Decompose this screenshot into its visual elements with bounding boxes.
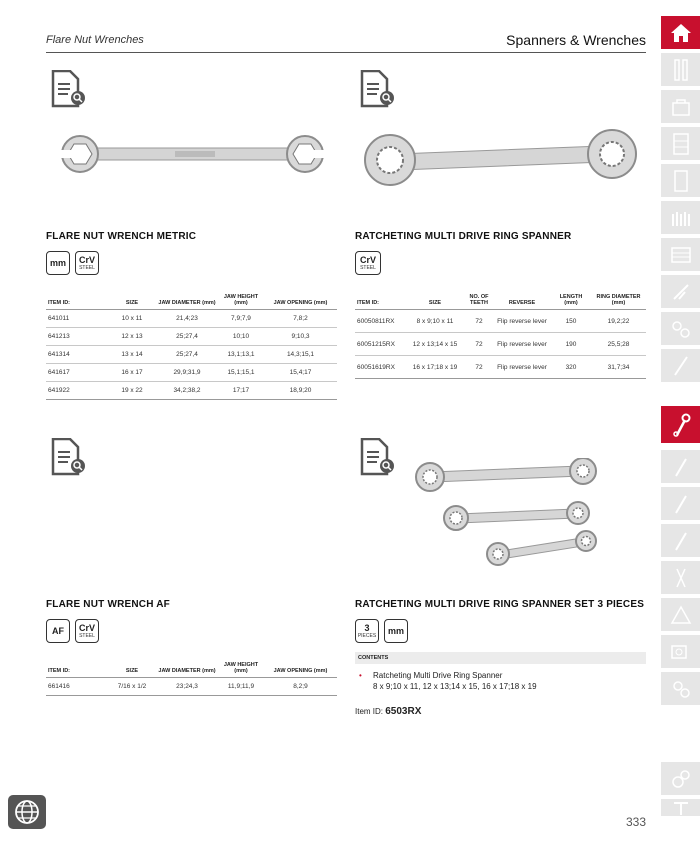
table-cell: Flip reverse lever (493, 333, 551, 356)
page-number: 333 (625, 815, 646, 829)
table-cell: 15,4;17 (264, 364, 337, 382)
category-sidebar (661, 16, 700, 816)
table-cell: 10 x 11 (108, 310, 156, 328)
chisel-icon (671, 530, 691, 552)
table-cell: 29,9;31,9 (156, 364, 218, 382)
table-cell: Flip reverse lever (493, 356, 551, 379)
column-header: ITEM ID: (46, 660, 108, 678)
item-id-cell: 641314 (46, 346, 108, 364)
material-badge (75, 619, 99, 643)
section-title: Spanners & Wrenches (506, 32, 646, 48)
table-cell: 72 (465, 356, 493, 379)
home-tab[interactable] (661, 16, 700, 49)
column-header: JAW DIAMETER (mm) (156, 660, 218, 678)
table-cell: 13,1;13,1 (218, 346, 264, 364)
header-divider (46, 52, 646, 53)
column-header: ITEM ID: (355, 292, 405, 310)
tab-files[interactable] (661, 487, 700, 520)
tool-set-icon (670, 208, 692, 228)
document-search-icon[interactable] (359, 70, 397, 108)
table-cell: 25;27,4 (156, 346, 218, 364)
material-badge-label: CrV (359, 254, 376, 265)
table-cell: 25;27,4 (156, 328, 218, 346)
ratchet-ring-spec-table (355, 292, 646, 379)
document-search-icon[interactable] (359, 438, 397, 476)
ratcheting-ring-spanner-image (362, 128, 640, 188)
table-cell: 19 x 22 (108, 382, 156, 400)
tab-chisels[interactable] (661, 524, 700, 557)
unit-badge-label: AF (52, 625, 64, 636)
table-row (46, 678, 337, 696)
table-cell: 7,9;7,9 (218, 310, 264, 328)
item-id-cell: 60051619RX (355, 356, 405, 379)
home-icon (670, 23, 692, 43)
bullet-icon: • (359, 671, 362, 680)
table-cell: 72 (465, 310, 493, 333)
tab-torque[interactable] (661, 762, 700, 795)
tab-pliers[interactable] (661, 275, 700, 308)
tab-power-tools[interactable] (661, 672, 700, 705)
table-cell: 13 x 14 (108, 346, 156, 364)
column-header: JAW OPENING (mm) (264, 292, 337, 310)
tab-spanners-wrenches[interactable] (661, 406, 700, 443)
item-id-cell: 60050811RX (355, 310, 405, 333)
material-badge (75, 251, 99, 275)
tray-icon (670, 245, 692, 265)
contents-item-name: Ratcheting Multi Drive Ring Spanner (373, 671, 503, 680)
table-cell: 34,2;38,2 (156, 382, 218, 400)
category-title: Flare Nut Wrenches (46, 34, 144, 46)
tab-boxes[interactable] (661, 90, 700, 123)
tab-sets[interactable] (661, 201, 700, 234)
table-row (46, 310, 337, 328)
item-id-cell: 641213 (46, 328, 108, 346)
flare-nut-wrench-metric-image (55, 130, 330, 180)
ratcheting-spanner-set-image (410, 458, 605, 573)
contents-header: CONTENTS (355, 652, 646, 664)
flare-metric-spec-table (46, 292, 337, 400)
set-contents (355, 652, 646, 692)
table-header-row (46, 292, 337, 310)
column-header: REVERSE (493, 292, 551, 310)
column-header: JAW DIAMETER (mm) (156, 292, 218, 310)
tab-cabinets[interactable] (661, 127, 700, 160)
contents-item-sizes: 8 x 9;10 x 11, 12 x 13;14 x 15, 16 x 17;18 x 19 (373, 682, 537, 691)
table-row (355, 356, 646, 379)
table-cell: 8,2;9 (264, 678, 337, 696)
unit-badge (46, 251, 70, 275)
table-cell: 72 (465, 333, 493, 356)
tab-pliers-2[interactable] (661, 561, 700, 594)
tab-warning[interactable] (661, 598, 700, 631)
tab-sockets[interactable] (661, 312, 700, 345)
column-header: NO. OF TEETH (465, 292, 493, 310)
table-cell: 21,4;23 (156, 310, 218, 328)
product-title-ratchet-set: RATCHETING MULTI DRIVE RING SPANNER SET 3 PIECES (355, 599, 645, 610)
t-handle-icon (672, 801, 690, 815)
screwdriver-icon (671, 355, 691, 377)
tab-trays[interactable] (661, 238, 700, 271)
material-badge (355, 251, 381, 275)
column-header: ITEM ID: (46, 292, 108, 310)
column-header: RING DIAMETER (mm) (591, 292, 646, 310)
pieces-badge-count: 3 (364, 622, 370, 633)
table-cell: 19,2;22 (591, 310, 646, 333)
table-cell: 190 (551, 333, 591, 356)
website-button[interactable] (8, 795, 46, 829)
table-cell: 320 (551, 356, 591, 379)
product-title-flare-af: FLARE NUT WRENCH AF (46, 599, 170, 610)
table-cell: 17;17 (218, 382, 264, 400)
column-header: JAW OPENING (mm) (264, 660, 337, 678)
flare-af-spec-table (46, 660, 337, 696)
unit-badge (384, 619, 408, 643)
tape-measure-icon (670, 642, 692, 662)
table-cell: 25,5;28 (591, 333, 646, 356)
table-cell: 150 (551, 310, 591, 333)
ruler-icon (672, 59, 690, 81)
item-id-cell: 641011 (46, 310, 108, 328)
material-badge-label: CrV (78, 622, 95, 633)
globe-icon (14, 799, 40, 825)
column-header: SIZE (108, 660, 156, 678)
gears-icon (670, 678, 692, 700)
table-cell: 15,1;15,1 (218, 364, 264, 382)
tab-screwdrivers[interactable] (661, 349, 700, 382)
unit-badge (46, 619, 70, 643)
table-cell: 16 x 17;18 x 19 (405, 356, 465, 379)
table-cell: Flip reverse lever (493, 310, 551, 333)
contents-item (355, 664, 646, 692)
tab-misc[interactable] (661, 799, 700, 816)
table-row (355, 333, 646, 356)
tab-rulers[interactable] (661, 53, 700, 86)
item-id-cell: 661416 (46, 678, 108, 696)
unit-badge-label: mm (49, 257, 66, 268)
product-title-ratchet-ring: RATCHETING MULTI DRIVE RING SPANNER (355, 231, 572, 242)
column-header: JAW HEIGHT (mm) (218, 292, 264, 310)
warning-icon (670, 605, 692, 625)
file-tool-icon (671, 493, 691, 515)
table-cell: 7,8;2 (264, 310, 337, 328)
table-cell: 9;10,3 (264, 328, 337, 346)
column-header: JAW HEIGHT (mm) (218, 660, 264, 678)
table-cell: 31,7;34 (591, 356, 646, 379)
material-badge-label: CrV (78, 254, 95, 265)
socket-icon (670, 318, 692, 340)
set-item-id (355, 706, 421, 717)
wrench-icon (670, 413, 692, 437)
item-id-cell: 641922 (46, 382, 108, 400)
table-cell: 8 x 9;10 x 11 (405, 310, 465, 333)
table-row (46, 382, 337, 400)
unit-badge-label: mm (387, 625, 404, 636)
table-row (46, 328, 337, 346)
table-cell: 12 x 13;14 x 15 (405, 333, 465, 356)
table-row (46, 346, 337, 364)
table-cell: 23;24,3 (156, 678, 218, 696)
item-id-cell: 641617 (46, 364, 108, 382)
table-header-row (355, 292, 646, 310)
table-cell: 7/16 x 1/2 (108, 678, 156, 696)
table-cell: 18,9;20 (264, 382, 337, 400)
table-cell: 11,9;11,9 (218, 678, 264, 696)
item-id-value: 6503RX (385, 706, 422, 717)
item-id-cell: 60051215RX (355, 333, 405, 356)
pieces-badge-sub: PIECES (357, 632, 377, 639)
item-id-label: Item ID: (355, 707, 384, 716)
drawer-icon (672, 170, 690, 192)
table-cell: 10;10 (218, 328, 264, 346)
table-row (355, 310, 646, 333)
column-header: SIZE (405, 292, 465, 310)
document-search-icon[interactable] (50, 70, 88, 108)
document-search-icon[interactable] (50, 438, 88, 476)
product-title-flare-metric: FLARE NUT WRENCH METRIC (46, 231, 197, 242)
material-badge-sub: STEEL (79, 264, 95, 271)
table-row (46, 364, 337, 382)
table-header-row (46, 660, 337, 678)
column-header: SIZE (108, 292, 156, 310)
cabinet-icon (672, 133, 690, 155)
tab-storage[interactable] (661, 164, 700, 197)
table-cell: 12 x 13 (108, 328, 156, 346)
column-header: LENGTH (mm) (551, 292, 591, 310)
torque-gears-icon (670, 768, 692, 790)
pieces-badge (355, 619, 379, 643)
pliers-icon (671, 282, 691, 302)
toolbox-icon (671, 97, 691, 117)
hammer-icon (671, 456, 691, 478)
material-badge-sub: STEEL (360, 264, 376, 271)
cutter-icon (671, 567, 691, 589)
tab-measuring[interactable] (661, 635, 700, 668)
table-cell: 14,3;15,1 (264, 346, 337, 364)
table-cell: 16 x 17 (108, 364, 156, 382)
tab-hammers[interactable] (661, 450, 700, 483)
material-badge-sub: STEEL (79, 632, 95, 639)
